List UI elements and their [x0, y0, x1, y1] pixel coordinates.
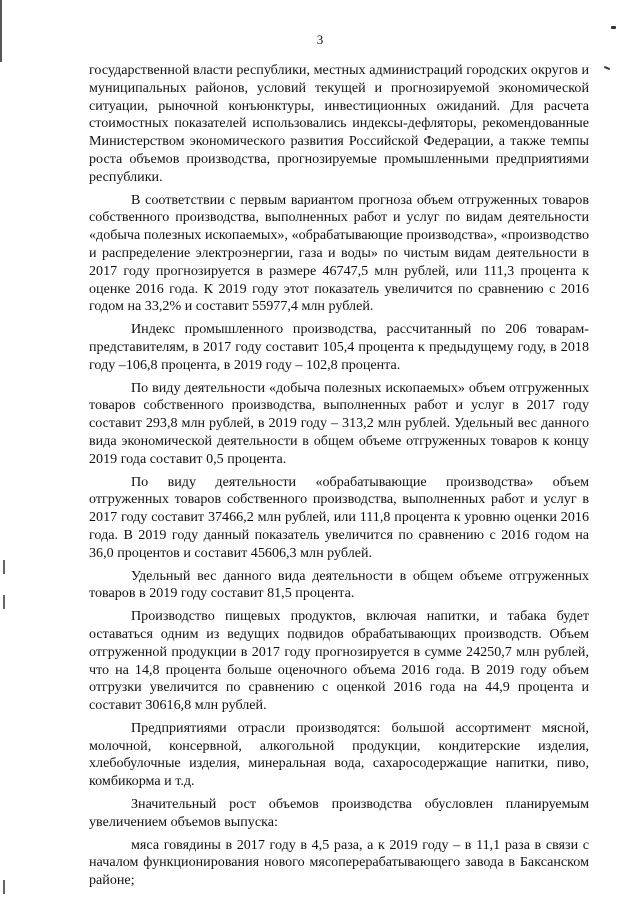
paragraph: По виду деятельности «добыча полезных ископаемых» объем отгруженных товаров собственного производства, выполненных работ и услуг в 2017 году составит 293,8 млн рублей, в 2019 году – 313,2 млн рублей. Удельный вес данного вида экономической деятельности в общем объеме отгруженных товаров к концу 2019 года составит 0,5 процента. [89, 379, 589, 467]
paragraph: Производство пищевых продуктов, включая напитки, и табака будет оставаться одним из ведущих подвидов обрабатывающих производств. Объем отгруженной продукции в 2017 году прогнозируется в сумме 24250,7 млн рублей, что на 14,8 процента больше оценочного объема 2016 года. В 2019 году объем отгрузки увеличится по сравнению с оценкой 2016 года на 44,9 процента и составит 30616,8 млн рублей. [89, 608, 589, 714]
scan-margin-tick [3, 880, 5, 894]
scan-speck [611, 26, 616, 29]
scan-margin-tick [3, 595, 5, 609]
scan-speck [604, 66, 610, 70]
paragraph: мяса говядины в 2017 году в 4,5 раза, а к 2019 году – в 11,1 раза в связи с началом функционирования нового мясоперерабатывающего завода в Баксанском районе; [89, 836, 589, 889]
scan-margin-tick [3, 560, 5, 574]
paragraph: В соответствии с первым вариантом прогноза объем отгруженных товаров собственного производства, выполненных работ и услуг по видам деятельности «добыча полезных ископаемых», «обрабатывающие производства», «производство и распределение электроэнергии, газа и воды» по чистым видам деятельности в 2017 году прогнозируется в размере 46747,5 млн рублей, или 111,3 процента к оценке 2016 года. К 2019 году этот показатель увеличится по сравнению с 2016 годом на 33,2% и составит 55977,4 млн рублей. [89, 191, 589, 315]
paragraph: государственной власти республики, местных администраций городских округов и муниципальных районов, условий текущей и прогнозируемой экономической ситуации, рыночной конъюнктуры, инвестиционных ожиданий. Для расчета стоимостных показателей использовались индексы-дефляторы, рекомендованные Министерством экономического развития Российской Федерации, а также темпы роста объемов производства, прогнозируемые промышленными предприятиями республики. [89, 62, 589, 185]
paragraph: Значительный рост объемов производства обусловлен планируемым увеличением объемов выпуска: [89, 796, 589, 830]
scan-edge-mark [0, 0, 2, 62]
page-number: 3 [316, 32, 324, 47]
document-body [89, 62, 589, 890]
paragraph: Удельный вес данного вида деятельности в общем объеме отгруженных товаров в 2019 году составит 81,5 процента. [89, 567, 589, 602]
paragraph: Предприятиями отрасли производятся: большой ассортимент мясной, молочной, консервной, алкогольной продукции, кондитерские изделия, хлебобулочные изделия, минеральная вода, сахаросодержащие напитки, пиво, комбикорма и т.д. [89, 719, 589, 790]
paragraph: Индекс промышленного производства, рассчитанный по 206 товарам-представителям, в 2017 году составит 105,4 процента к предыдущему году, в 2018 году –106,8 процента, в 2019 году – 102,8 процента. [89, 321, 589, 373]
paragraph: По виду деятельности «обрабатывающие производства» объем отгруженных товаров собственного производства, выполненных работ и услуг в 2017 году составит 37466,2 млн рублей, или 111,8 процента к уровню оценки 2016 года. В 2019 году данный показатель увеличится по сравнению с 2016 годом на 36,0 процентов и составит 45606,3 млн рублей. [89, 473, 589, 561]
